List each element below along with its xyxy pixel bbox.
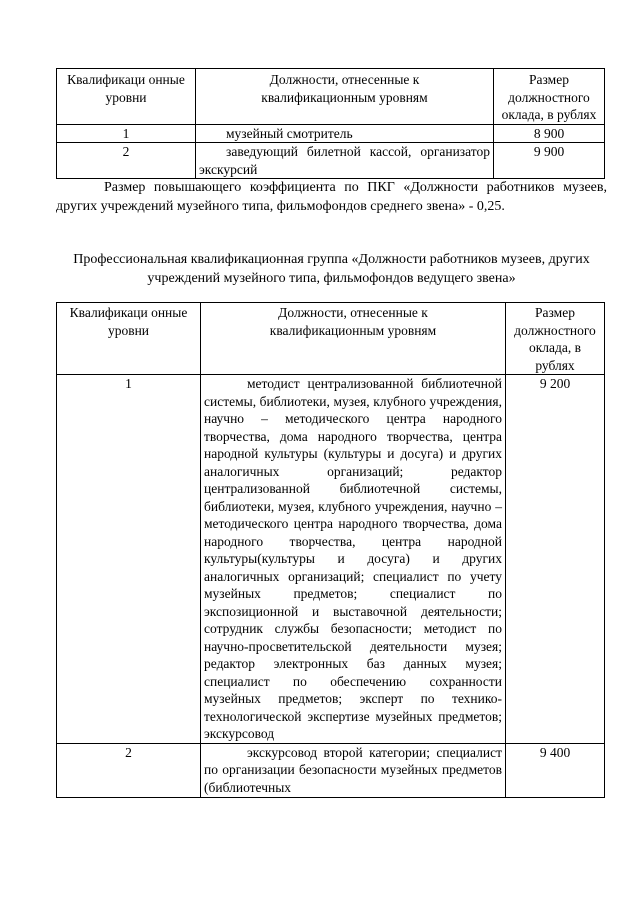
salary-table-middle <box>56 68 605 179</box>
header-salary: Размер должностного оклада, в рублях <box>506 303 605 375</box>
coefficient-note: Размер повышающего коэффициента по ПКГ «Должности работников музеев, других учреждений музейного типа, фильмофондов среднего звена» - 0,25. <box>56 180 607 214</box>
group-title: Профессиональная квалификационная группа «Должности работников музеев, других учреждений музейного типа, фильмофондов ведущего звена» <box>73 252 590 286</box>
row-level: 2 <box>57 143 196 179</box>
row-positions: музейный смотритель <box>196 124 494 143</box>
row-positions: методист централизованной библиотечной системы, библиотеки, музея, клубного учреждения, научно – методического центра народного творчества, дома народного творчества, центра народной культуры (культуры и досуга) и других аналогичных организаций; редактор централизованной библиотечной системы, библиотеки, музея, клубного учреждения, научно – методического центра народного творчества, дома народного творчества, центра народной культуры(культуры и досуга) и других аналогичных организаций; специалист по учету музейных предметов; специалист по экспозиционной и выставочной деятельности; сотрудник службы безопасности; методист по научно-просветительской деятельности музея; редактор электронных баз данных музея; специалист по обеспечению сохранности музейных предметов; эксперт по технико-технологической экспертизе музейных предметов; экскурсовод <box>201 375 506 744</box>
salary-table-leading <box>56 302 605 798</box>
table-row <box>57 375 605 744</box>
header-positions: Должности, отнесенные к квалификационным уровням <box>196 69 494 125</box>
table-row <box>57 124 605 143</box>
table-row <box>57 743 605 797</box>
header-levels: Квалификаци онные уровни <box>57 69 196 125</box>
row-positions: заведующий билетной кассой, организатор экскурсий <box>196 143 494 179</box>
row-level: 1 <box>57 375 201 744</box>
table-header-row <box>57 69 605 125</box>
row-salary: 9 900 <box>494 143 605 179</box>
row-level: 1 <box>57 124 196 143</box>
row-positions: экскурсовод второй категории; специалист по организации безопасности музейных предметов (библиотечных <box>201 743 506 797</box>
header-levels: Квалификаци онные уровни <box>57 303 201 375</box>
row-salary: 9 400 <box>506 743 605 797</box>
header-salary: Размер должностного оклада, в рублях <box>494 69 605 125</box>
row-level: 2 <box>57 743 201 797</box>
table-header-row <box>57 303 605 375</box>
row-salary: 8 900 <box>494 124 605 143</box>
row-salary: 9 200 <box>506 375 605 744</box>
header-positions: Должности, отнесенные к квалификационным уровням <box>201 303 506 375</box>
table-row <box>57 143 605 179</box>
